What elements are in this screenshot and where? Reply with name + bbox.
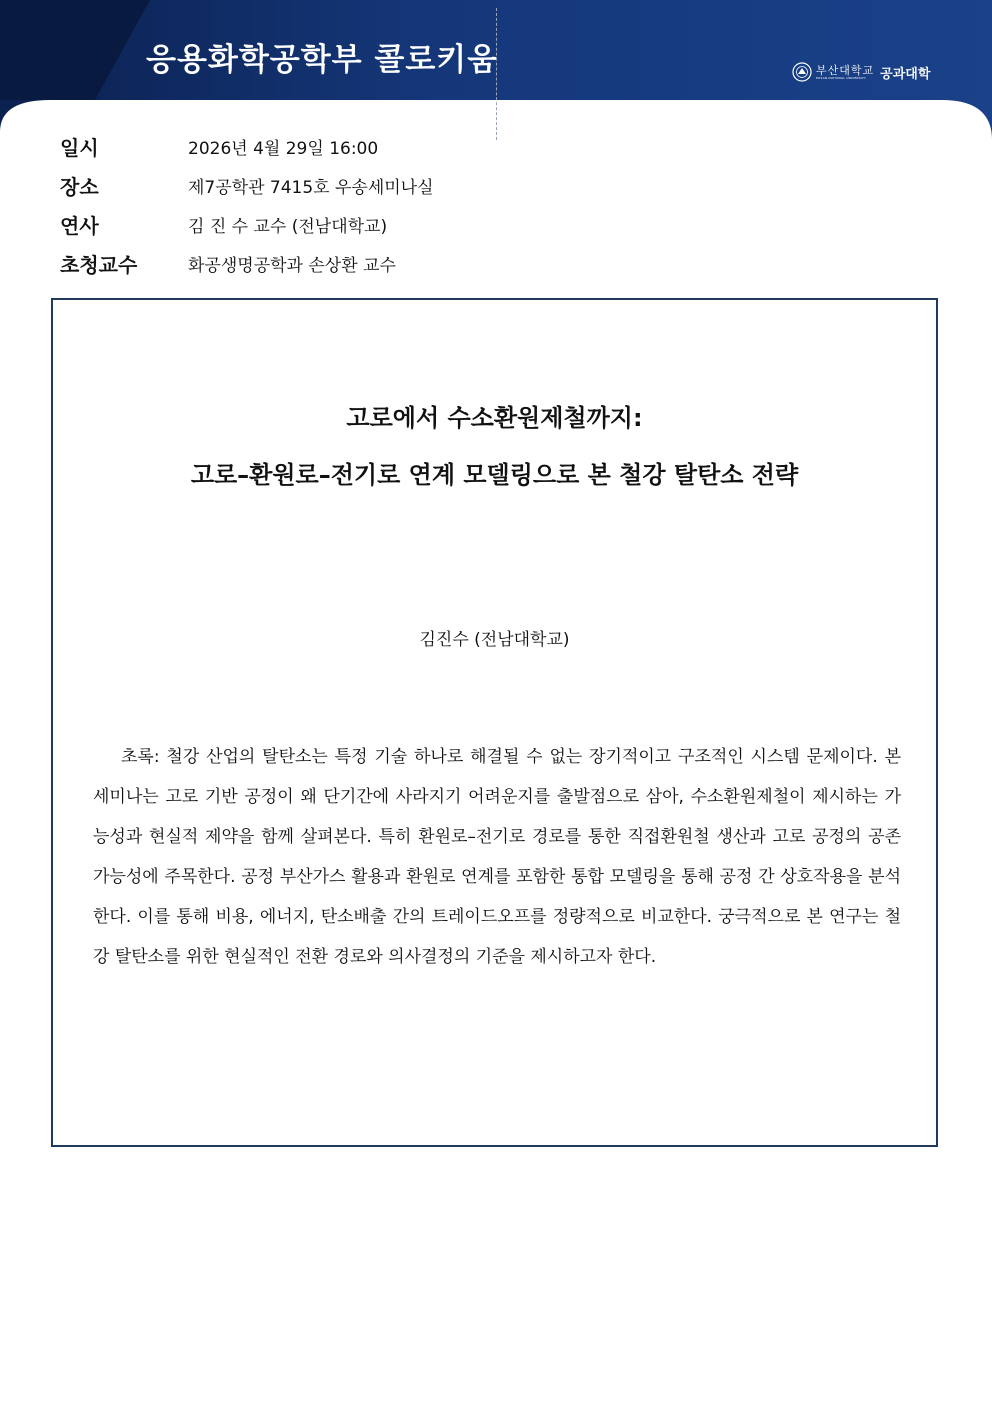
college-logo <box>792 60 930 84</box>
info-row-datetime <box>60 127 434 166</box>
info-row-venue <box>60 166 434 205</box>
info-row-host <box>60 244 434 283</box>
dashed-divider <box>496 8 497 140</box>
info-label: 장소 <box>60 175 99 199</box>
event-info <box>60 127 434 283</box>
info-value: 2026년 4월 29일 16:00 <box>188 139 379 159</box>
info-label: 연사 <box>60 214 99 238</box>
info-value: 김 진 수 교수 (전남대학교) <box>188 217 388 237</box>
university-seal-icon <box>792 62 812 82</box>
university-name-en: PUSAN NATIONAL UNIVERSITY <box>816 75 867 80</box>
abstract-box <box>51 298 938 1147</box>
info-value: 화공생명공학과 손상환 교수 <box>188 256 396 276</box>
university-name <box>816 65 874 80</box>
info-value: 제7공학관 7415호 우송세미나실 <box>188 178 434 198</box>
info-label: 일시 <box>60 136 99 160</box>
colloquium-title: 응용화학공학부 콜로키움 <box>146 42 499 78</box>
abstract-text: 초록: 철강 산업의 탈탄소는 특정 기술 하나로 해결될 수 없는 장기적이고 구조적인 시스템 문제이다. 본 세미나는 고로 기반 공정이 왜 단기간에 사라지기 어려운지를 출발점으로 삼아, 수소환원제철이 제시하는 가능성과 현실적 제약을 함께 살펴본다. 특히 환원로–전기로 경로를 통한 직접환원철 생산과 고로 공정의 공존 가능성에 주목한다. 공정 부산가스 활용과 환원로 연계를 포함한 통합 모델링을 통해 공정 간 상호작용을 분석한다. 이를 통해 비용, 에너지, 탄소배출 간의 트레이드오프를 정량적으로 비교한다. 궁극적으로 본 연구는 철강 탈탄소를 위한 현실적인 전환 경로와 의사결정의 기준을 제시하고자 한다. <box>93 747 901 967</box>
talk-title-line1: 고로에서 수소환원제철까지: <box>346 404 643 432</box>
talk-title-line2: 고로–환원로–전기로 연계 모델링으로 본 철강 탈탄소 전략 <box>190 461 799 489</box>
college-name: 공과대학 <box>880 66 931 82</box>
info-label: 초청교수 <box>60 253 138 277</box>
university-name-ko: 부산대학교 <box>816 63 875 77</box>
info-row-speaker <box>60 205 434 244</box>
speaker-affiliation: 김진수 (전남대학교) <box>419 630 570 650</box>
